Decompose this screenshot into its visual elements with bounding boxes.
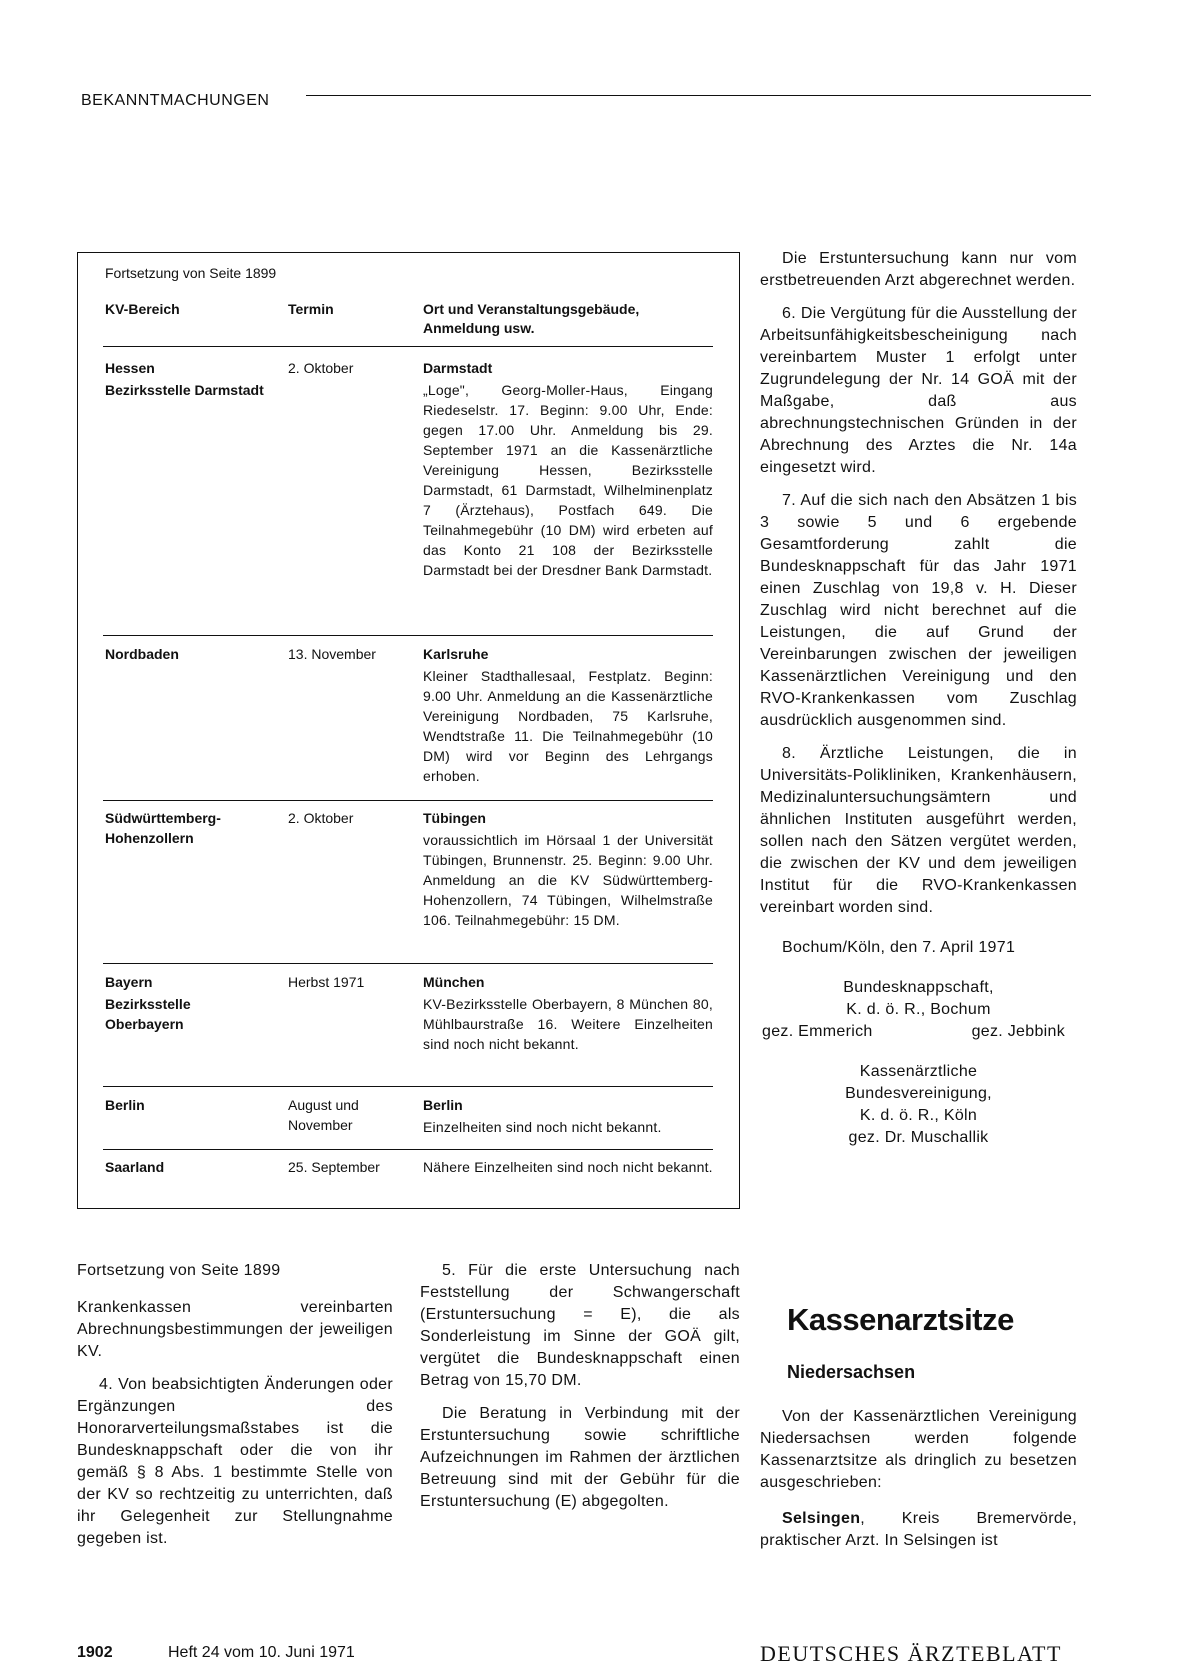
kassenarztsitze-text <box>760 1406 1077 1563</box>
table-continued-note: Fortsetzung von Seite 1899 <box>105 265 277 281</box>
row-region: Bayern <box>105 974 153 990</box>
dateline: Bochum/Köln, den 7. April 1971 <box>782 939 1016 956</box>
row-date: Herbst 1971 <box>288 974 365 990</box>
entry-place: Selsingen <box>782 1510 861 1527</box>
row-subregion: Bezirksstelle Oberbayern <box>105 996 191 1032</box>
row-region: Südwürttemberg-Hohenzollern <box>105 810 221 846</box>
row-description: Nähere Einzelheiten sind noch nicht bekannt. <box>423 1159 713 1175</box>
section-heading: Kassenarztsitze <box>787 1302 1014 1337</box>
paragraph-4: 4. Von beabsichtigten Änderungen oder Ergänzungen des Honorarverteilungsmaßstabes ist die Bundesknappschaft oder die von ihr gemäß § 8 Abs. 1 bestimmte Stelle von der KV so rechtzeitig zu unterrichten, daß ihr Gelegenheit zur Stellungnahme gegeben ist. <box>77 1376 393 1547</box>
page-number: 1902 <box>77 1644 113 1661</box>
row-region: Saarland <box>105 1159 165 1175</box>
page-header <box>81 92 1091 116</box>
row-date: 25. September <box>288 1159 380 1175</box>
col-header-region: KV-Bereich <box>105 301 180 317</box>
paragraph-7: 7. Auf die sich nach den Absätzen 1 bis 3 sowie 5 und 6 ergebende Gesamtforderung zahlt die Bundesknappschaft für das Jahr 1971 einen Zuschlag von 19,8 v. H. Dieser Zuschlag wird nicht berechnet auf die Leistungen, die auf Grund der Vereinbarungen zwischen der jeweiligen Kassenärztlichen Vereinigung und den RVO-Krankenkassen vom Zuschlag ausdrücklich ausgenommen sind. <box>760 492 1077 729</box>
bottom-middle-column <box>420 1260 740 1524</box>
row-divider <box>103 635 713 636</box>
row-description: Einzelheiten sind noch nicht bekannt. <box>423 1119 662 1135</box>
paragraph-8: 8. Ärztliche Leistungen, die in Universitäts-Polikliniken, Krankenhäusern, Medizinaluntersuchungsämtern und ähnlichen Instituten ausgeführt werden, sollen nach den Sätzen vergütet werden, die zwischen der KV und dem jeweiligen Institut für die RVO-Krankenkassen vereinbart worden sind. <box>760 745 1077 916</box>
paragraph-intro: Von der Kassenärztlichen Vereinigung Niedersachsen werden folgende Kassenarztsitze als dringlich zu besetzen ausgeschrieben: <box>760 1408 1077 1491</box>
row-divider <box>103 800 713 801</box>
row-city: Karlsruhe <box>423 646 489 662</box>
right-column <box>760 248 1077 1149</box>
signature-org-2a: Kassenärztliche <box>859 1063 978 1080</box>
row-description: voraussichtlich im Hörsaal 1 der Universität Tübingen, Brunnenstr. 25. Beginn: 9.00 Uhr. Anmeldung an die KV Südwürttemberg-Hohenzollern, 74 Tübingen, Wilhelmstraße 106. Teilnahmegebühr: 15 DM. <box>423 832 713 928</box>
signature-org-1: Bundesknappschaft, <box>843 979 994 996</box>
row-city: Tübingen <box>423 810 486 826</box>
magazine-name: DEUTSCHES ÄRZTEBLATT <box>760 1641 1062 1666</box>
row-city: München <box>423 974 485 990</box>
col-header-date: Termin <box>288 301 334 317</box>
row-divider <box>103 963 713 964</box>
paragraph-6: 6. Die Vergütung für die Ausstellung der Arbeitsunfähigkeitsbescheinigung nach vereinbartem Muster 1 erfolgt unter Zugrundelegung der Nr. 14 GOÄ mit der Maßgabe, daß aus abrechnungstechnischen Gründen in der Abrechnung des Arztes die Nr. 14a eingesetzt wird. <box>760 305 1077 476</box>
header-rule <box>306 95 1091 96</box>
row-date: 13. November <box>288 646 376 662</box>
row-divider <box>103 1149 713 1150</box>
signatory-jebbink: gez. Jebbink <box>971 1023 1065 1040</box>
row-divider <box>103 1086 713 1087</box>
row-region: Nordbaden <box>105 646 179 662</box>
row-date: August und November <box>288 1097 359 1133</box>
course-table <box>77 252 740 1209</box>
paragraph: Krankenkassen vereinbarten Abrechnungsbestimmungen der jeweiligen KV. <box>77 1299 393 1360</box>
row-subregion: Bezirksstelle Darmstadt <box>105 382 264 398</box>
issue-info: Heft 24 vom 10. Juni 1971 <box>168 1644 355 1661</box>
row-city: Berlin <box>423 1097 463 1113</box>
header-divider <box>103 346 713 347</box>
signature-form-1: K. d. ö. R., Bochum <box>846 1001 991 1018</box>
section-title: BEKANNTMACHUNGEN <box>81 92 275 110</box>
row-description: KV-Bezirksstelle Oberbayern, 8 München 80, Mühlbaurstraße 16. Weitere Einzelheiten sind noch nicht bekannt. <box>423 996 713 1052</box>
row-description: „Loge", Georg-Moller-Haus, Eingang Riedeselstr. 17. Beginn: 9.00 Uhr, Ende: gegen 17.00 Uhr. Anmeldung bis 29. September 1971 an die Kassenärztliche Vereinigung Hessen, Bezirksstelle Darmstadt, 61 Darmstadt, Wilhelminenplatz 7 (Ärztehaus), Postfach 649. Die Teilnahmegebühr (10 DM) wird erbeten auf das Konto 21 108 der Bezirksstelle Darmstadt bei der Dresdner Bank Darmstadt. <box>423 382 713 578</box>
row-city: Darmstadt <box>423 360 493 376</box>
row-date: 2. Oktober <box>288 360 354 376</box>
signature-names-1 <box>760 1021 1077 1043</box>
continued-note: Fortsetzung von Seite 1899 <box>77 1262 281 1279</box>
entry-text: , Kreis Bremervörde, praktischer Arzt. In Selsingen ist <box>760 1510 1077 1549</box>
signatory-muschallik: gez. Dr. Muschallik <box>848 1129 989 1146</box>
paragraph-entry <box>760 1508 1077 1552</box>
bottom-left-column <box>77 1260 393 1561</box>
row-description: Kleiner Stadthallesaal, Festplatz. Beginn: 9.00 Uhr. Anmeldung an die Kassenärztliche Vereinigung Nordbaden, 75 Karlsruhe, Wendtstraße 11. Die Teilnahmegebühr (10 DM) wird vor Beginn des Lehrgangs erhoben. <box>423 668 713 784</box>
paragraph-5: 5. Für die erste Untersuchung nach Feststellung der Schwangerschaft (Erstuntersuchung = E), die als Sonderleistung im Sinne der GOÄ gilt, vergütet die Bundesknappschaft einen Betrag von 15,70 DM. <box>420 1262 740 1389</box>
row-region: Berlin <box>105 1097 145 1113</box>
paragraph: Die Erstuntersuchung kann nur vom erstbetreuenden Arzt abgerechnet werden. <box>760 250 1077 289</box>
signatory-emmerich: gez. Emmerich <box>762 1023 873 1040</box>
section-subheading: Niedersachsen <box>787 1362 916 1382</box>
row-date: 2. Oktober <box>288 810 354 826</box>
col-header-place: Ort und Veranstaltungsgebäude, Anmeldung usw. <box>423 301 640 336</box>
signature-org-2b: Bundesvereinigung, <box>845 1085 992 1102</box>
row-region: Hessen <box>105 360 155 376</box>
paragraph-beratung: Die Beratung in Verbindung mit der Erstuntersuchung sowie schriftliche Aufzeichnungen im Rahmen der ärztlichen Betreuung sind mit der Gebühr für die Erstuntersuchung (E) abgegolten. <box>420 1405 740 1510</box>
signature-form-2: K. d. ö. R., Köln <box>859 1107 978 1124</box>
